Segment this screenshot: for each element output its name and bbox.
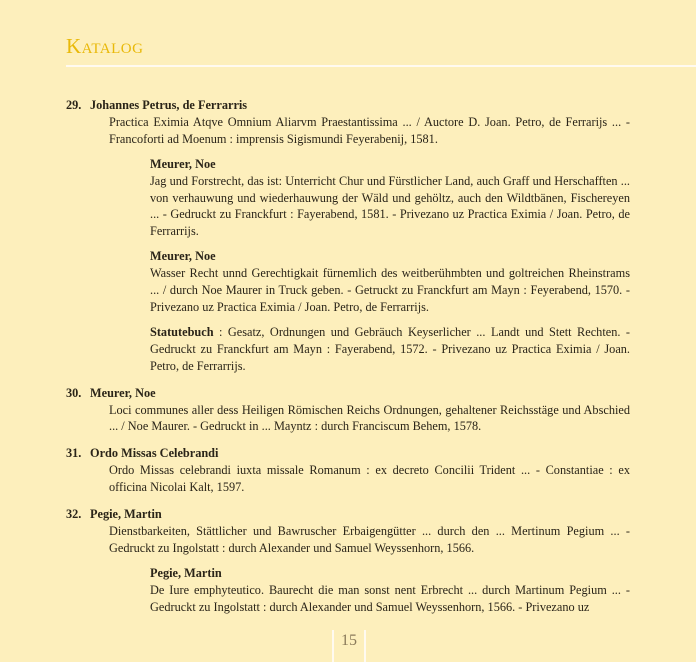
entry-heading: [66, 385, 630, 402]
entry-number: 29.: [66, 98, 82, 112]
entry-description: Practica Eximia Atqve Omnium Aliarvm Praestantissima ... / Auctore D. Joan. Petro, de Ferrarijs ... - Francoforti ad Moenum : imprensis Sigismundi Feyerabenij, 1581.: [109, 114, 630, 146]
sub-entry: [150, 565, 630, 616]
sub-entry-description: : Gesatz, Ordnungen und Gebräuch Keyserlicher ... Landt und Stett Rechten. - Gedruckt zu Franckfurt am Mayn : Fayerabend, 1572. - Privezano uz Practica Eximia / Joan. Petro, de Ferrarrijs.: [150, 324, 630, 373]
catalog-entry: [66, 97, 630, 375]
title-divider: [66, 65, 696, 67]
entry-number: 31.: [66, 446, 82, 461]
entry-author: Ordo Missas Celebrandi: [90, 446, 219, 461]
catalog-entry: [66, 445, 630, 496]
sub-entry-description: Wasser Recht unnd Gerechtigkait fürnemlich des weitberühmbten und goltreichen Rheinstrams ... / durch Noe Maurer in Truck geben. - Getruckt zu Franckfurt am Mayn : Feyerabend, 1570. - Privezano uz Practica Eximia / Joan. Petro, de Ferrarrijs.: [150, 266, 630, 314]
sub-entry-heading: Pegie, Martin: [150, 565, 222, 580]
entry-number: 30.: [66, 385, 82, 400]
entry-number: 32.: [66, 507, 82, 522]
entry-description: Dienstbarkeiten, Stättlicher und Bawruscher Erbaigengütter ... durch den ... Mertinum Pegium ... - Gedruckt zu Ingolstatt : durch Alexander und Samuel Weyssenhorn, 1566.: [109, 523, 630, 555]
entry-author: Meurer, Noe: [90, 385, 156, 400]
sub-entry-heading: Meurer, Noe: [150, 156, 216, 171]
entry-description: Loci communes aller dess Heiligen Römischen Reichs Ordnungen, gehaltener Reichsstäge und Abschied ... / Noe Maurer. - Gedruckt in ... Mayntz : durch Franciscum Behem, 1578.: [109, 402, 630, 434]
entry-description: Ordo Missas celebrandi iuxta missale Romanum : ex decreto Concilii Trident ... - Constantiae : ex officina Nicolai Kalt, 1597.: [109, 463, 630, 495]
sub-entry-heading: Meurer, Noe: [150, 249, 216, 264]
entry-author: Pegie, Martin: [90, 507, 162, 522]
catalog-entry: [66, 385, 630, 436]
entry-heading: [66, 445, 630, 462]
page-number: 15: [332, 630, 366, 662]
sub-entry: [150, 156, 630, 241]
catalog-entry: [66, 506, 630, 615]
entry-heading: [66, 97, 630, 114]
entry-heading: [66, 506, 630, 523]
sub-entry: [150, 324, 630, 375]
sub-entry-description: De Iure emphyteutico. Baurecht die man sonst nent Erbrecht ... durch Martinum Pegium ... - Gedruckt zu Ingolstatt : durch Alexander und Samuel Weyssenhorn, 1566. - Privezano uz: [150, 582, 630, 614]
catalog-list: [66, 97, 630, 625]
entry-author: Johannes Petrus, de Ferrarris: [90, 98, 248, 112]
sub-entry-description: Jag und Forstrecht, das ist: Unterricht Chur und Fürstlicher Land, auch Graff und Herschafften ... von verhauwung und wiederhauwung der Wäld und gehöltz, auch den Wildtbänen, Fischereyen ... - Gedruckt zu Franckfurt : Fayerabend, 1581. - Privezano uz Practica Eximia / Joan. Petro, de Ferrarrijs.: [150, 173, 630, 239]
sub-entry: [150, 248, 630, 316]
sub-entry-heading: Statutebuch: [150, 324, 214, 339]
page-title: Katalog: [66, 34, 144, 58]
